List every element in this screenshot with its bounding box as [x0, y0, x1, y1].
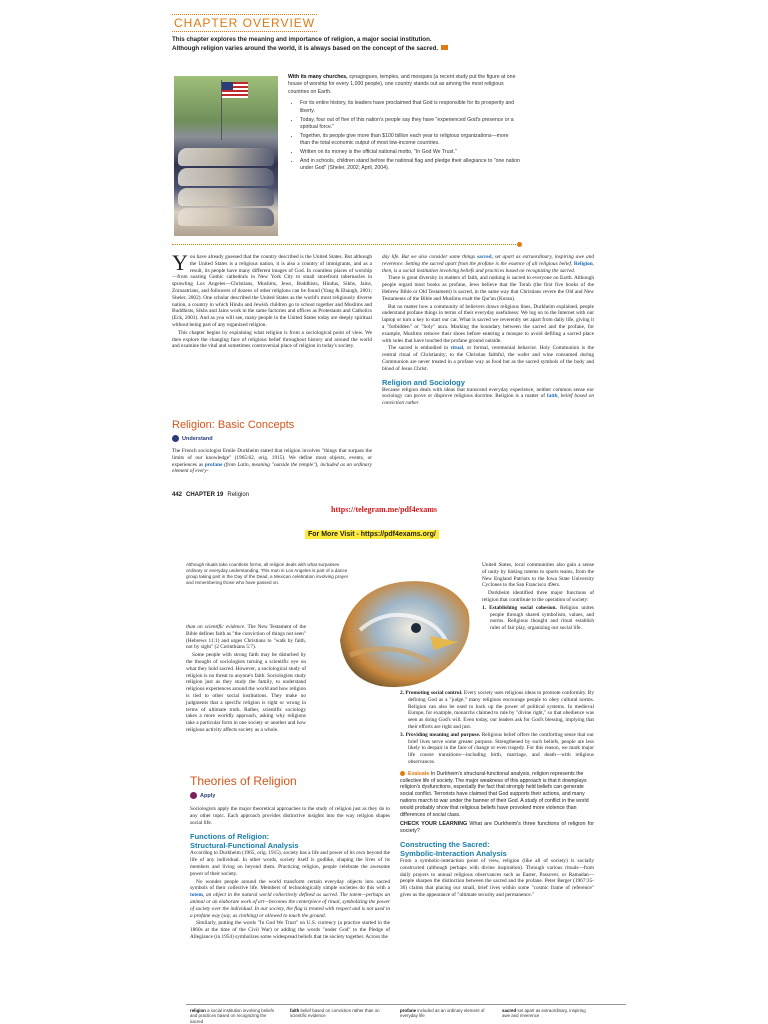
chapter-overview-heading: CHAPTER OVERVIEW	[174, 16, 316, 30]
footnote-sacred: sacred set apart as extraordinary, inspiring awe and reverence	[502, 1008, 586, 1019]
page2-left-column: Sociologists apply the major theoretical approaches to the study of religion just as they do to any other topic. Each approach provides distinctive insights into the way religion shapes social life. Functions of Religion: Structural-Functional Analysis According to Durkheim (1965, orig. 1915), society has a life and power of its own beyond the life of any individual. In other words, society itself is godlike, shaping the lives of its members and living on beyond them. Practicing religion, people celebrate the awesome power of their society. No wonder people around the world transform certain everyday objects into sacred symbols of their collective life. Members of technologically simple societies do this with a totem, an object in the natural world collectively defined as sacred. The totem—perhaps an animal or an elaborate work of art—becomes the centerpiece of ritual, symbolizing the power of society over the individual. In our society, the flag is treated with respect and is not used in a profane way (say, as clothing) or allowed to touch the ground. Similarly, putting the words "In God We Trust" on U.S. currency (a practice started in the 1860s at the time of the Civil War) or adding the words "under God" to the Pledge of Allegiance (in 1954) symbolizes some widespread beliefs that tie society together. Across the	[190, 806, 390, 940]
paragraph: But no matter how a community of believers draws religious lines, Durkheim explained, people understand profane things in terms of their everyday usefulness: We log on to the Internet with our laptop or turn a key to start our car. What is sacred we reverently set apart from daily life, giving it a "forbidden" or "holy" aura. Marking the boundary between the sacred and the profane, for example, Muslims remove their shoes before entering a mosque to avoid defiling a sacred place with soles that have touched the profane ground outside.	[382, 303, 594, 344]
keyword-ritual: ritual	[450, 345, 464, 352]
page-442	[160, 0, 612, 510]
paragraph: United States, local communities also gain a sense of unity by linking totems to sports teams, from the New England Patriots to the Iowa State University Cyclones to the San Francisco 49ers.	[482, 562, 594, 589]
orange-square-icon	[441, 45, 448, 50]
keyword-sacred: sacred	[476, 254, 492, 260]
bullet-item: • For its entire history, its leaders have proclaimed that God is responsible for its prosperity and liberty.	[300, 100, 520, 115]
drop-cap: Y	[172, 250, 188, 275]
subheading-functions: Functions of Religion:	[190, 832, 270, 842]
bullet-item: • Written on its money is the official national motto, "In God We Trust."	[300, 149, 520, 156]
section-heading-theories: Theories of Religion	[190, 774, 297, 788]
page1-right-column: day life. But we also consider some things sacred, set apart as extraordinary, inspiring awe and reverence. Setting the sacred apart from the profane is the essence of all religious belief. Religion, then, is a social institution involving beliefs and practices based on recognizing the sacred. There is great diversity in matters of faith, and nothing is sacred to everyone on Earth. Although people regard most books as profane, Jews believe that the Torah (the first five books of the Hebrew Bible or Old Testament) is sacred, in the same way that Christians revere the Old and New Testaments of the Bible and Muslims exalt the Qur'an (Koran). But no matter how a community of believers draws religious lines, Durkheim explained, people understand profane things in terms of their everyday usefulness: We log on to the Internet with our laptop or turn a key to start our car. What is sacred we reverently set apart from daily life, giving it a "forbidden" or "holy" aura. Marking the boundary between the sacred and the profane, for example, Muslims remove their shoes before entering a mosque to avoid defiling a sacred place with soles that have touched the profane ground outside. The sacred is embodied in ritual, or formal, ceremonial behavior. Holy Communion is the central ritual of Christianity; to the Christian faithful, the wafer and wine consumed during Communion are never treated in a profane way as food but as the sacred symbols of the body and blood of Jesus Christ. Religion and Sociology Because religion deals with ideas that transcend everyday experience, neither common sense nor sociology can prove or disprove religious doctrine. Religion is a matter of faith, belief based on conviction rather	[382, 254, 594, 407]
page-443	[160, 520, 612, 1024]
footnote-religion: religion a social institution involving beliefs and practices based on recognizing the sacred	[190, 1008, 274, 1024]
costume-head	[340, 581, 470, 687]
subheading-constructing-sacred: Constructing the Sacred:	[400, 839, 490, 849]
us-flag-icon	[222, 82, 248, 98]
keyword-profane: profane	[204, 461, 223, 468]
keyword-faith: faith	[546, 393, 558, 400]
page-number: 442	[172, 492, 183, 498]
overview-sidebar-text	[288, 74, 520, 174]
check-your-learning-label: CHECK YOUR LEARNING	[400, 821, 468, 828]
apply-tag: Apply	[190, 792, 215, 799]
intro-line-2: Although religion varies around the world, it is always based on the concept of the sacred.	[172, 45, 439, 52]
paragraph: ou have already guessed that the country described is the United States. But although the United States is a religious nation, it is also a country of immigrants, and as a result, its people have many different images of God. In countless places of worship—from soaring Gothic cathedrals in New York City to small storefront tabernacles in sprawling Los Angeles—Christians, Muslims, Jews, Buddhists, Hindus, Sikhs, Jains, Zoroastrians, and followers of dozens of other religions can be found (Yang & Ebaugh, 2001; Sheler, 2002). One scholar described the United States as the world's most religiously diverse nation, a country in which Hindu and Jewish children go to school together and Muslims and Buddhists, Sikhs and Jains work in the same factories and offices as Protestants and Catholics (Eck, 2001). And as you will see, many people in the United States today are deeply spiritual without being part of any organized religion.	[172, 254, 372, 328]
intro-line-1: This chapter explores the meaning and importance of religion, a major social institution.	[172, 36, 432, 43]
footnote-rule	[186, 1004, 626, 1005]
eagle-costume-photo	[330, 570, 475, 696]
telegram-link[interactable]: https://telegram.me/pdf4exams	[331, 505, 437, 514]
page2-right-column: 2. Promoting social control. Every society uses religious ideas to promote conformity. By defining God as a "judge," many religions encourage people to obey cultural norms. Religion can also be used to back up the power of political systems. In medieval Europe, for example, monarchs claimed to rule by "divine right," so that obedience was seen as doing God's will. Even today, our leaders ask for God's blessing, implying that their efforts are right and just. 3. Providing meaning and purpose. Religious belief offers the comforting sense that our brief lives serve some greater purpose. Strengthened by such beliefs, people are less likely to despair in the face of change or even tragedy. For this reason, we mark major life course transitions—including birth, marriage, and death—with religious observances. Evaluate In Durkheim's structural-functional analysis, religion represents the collective life of society. The major weakness of this approach is that it downplays religion's dysfunctions, especially the fact that strongly held beliefs can generate social conflict. Terrorists have claimed that God supports their actions, and many nations march to war under the banner of their God. A study of conflict in the world would probably show that religious beliefs have provoked more violence than differences of social class. CHECK YOUR LEARNING What are Durkheim's three functions of religion for society? Constructing the Sacred: Symbolic-Interaction Analysis From a symbolic-interaction point of view, religion (like all of society) is socially constructed (although perhaps with divine inspiration). Through various rituals—from daily prayers to annual religious observances such as Easter, Passover, or Ramadan—people sharpen the distinction between the sacred and the profane. Peter Berger (1967:35-36) claims that placing our small, brief lives within some "cosmic frame of reference" gives us the appearance of "ultimate security and permanence."	[400, 690, 594, 898]
page1-left-column-bottom: The French sociologist Emile Durkheim stated that religion involves "things that surpass the limits of our knowledge" (1965:62, orig. 1915). We define most objects, events, or experiences as profane (from Latin, meaning "outside the temple"), included as an ordinary element of every-	[172, 448, 372, 475]
visit-banner-link[interactable]: For More Visit - https://pdf4exams.org/	[305, 530, 439, 539]
subheading-symbolic-interaction: Symbolic-Interaction Analysis	[400, 848, 507, 858]
understand-icon	[172, 435, 179, 442]
divider-dot-icon	[517, 242, 522, 247]
costume-eye	[411, 623, 421, 633]
paragraph: There is great diversity in matters of faith, and nothing is sacred to everyone on Earth. Although people regard most books as profane, Jews believe that the Torah (the first five books of the Hebrew Bible or Old Testament) is sacred, in the same way that Christians revere the Old and New Testaments of the Bible and Muslims exalt the Qur'an (Koran).	[382, 275, 594, 302]
chapter-name: Religion	[227, 492, 250, 498]
bullet-item: • Today, four out of five of this nation's people say they have "experienced God's presence or a spiritual force."	[300, 117, 520, 132]
page2-left-column-top: than on scientific evidence. The New Testament of the Bible defines faith as "the conviction of things not seen" (Hebrews 11:1) and urges Christians to "walk by faith, not by sight" (2 Corinthians 5:7). Some people with strong faith may be disturbed by the thought of sociologists turning a scientific eye on what they hold sacred. However, a sociological study of religion is no threat to anyone's faith. Sociologists study religion just as they study the family, to understand religious experiences around the world and how religion is tied to other social institutions. They make no judgments that a specific religion is right or wrong in terms of ultimate truth. Rather, scientific sociology takes a more worldly approach, asking why religions take a particular form in one society or another and how religious activity affects society as a whole.	[186, 624, 307, 733]
paragraph: Sociologists apply the major theoretical approaches to the study of religion just as they do to any other topic. Each approach provides distinctive insights into the way religion shapes social life.	[190, 806, 390, 826]
chapter-label: CHAPTER 19	[186, 492, 224, 498]
chapter-intro	[172, 35, 522, 53]
page2-right-column-top: United States, local communities also gain a sense of unity by linking totems to sports teams, from the New England Patriots to the Iowa State University Cyclones to the San Francisco 49ers. Durkheim identified three major functions of religion that contribute to the operation of society: 1. Establishing social cohesion. Religion unites people through shared symbolism, values, and norms. Religious thought and ritual establish rules of fair play, organizing our social life.	[482, 562, 594, 632]
paragraph: This chapter begins by explaining what religion is from a sociological point of view. We then explore the changing face of religious belief throughout history and around the world and examine the vital and sometimes controversial place of religion in today's society.	[172, 329, 372, 350]
understand-tag: Understand	[172, 435, 213, 442]
keyword-totem: totem	[190, 892, 203, 899]
footnote-faith: faith belief based on conviction rather than on scientific evidence	[290, 1008, 380, 1019]
page-footer	[172, 492, 249, 498]
photo-caption: Although rituals take countless forms, all religion deals with what surpasses ordinary or everyday understanding. This man in Los Angeles is part of a dance group taking part in the Day of the Dead, a Mexican celebration involving prayer and remembering those who have passed on.	[186, 562, 349, 585]
apply-icon	[190, 792, 197, 799]
paragraph: According to Durkheim (1965, orig. 1915), society has a life and power of its own beyond the life of any individual. In other words, society itself is godlike, shaping the lives of its members and living on beyond them. Practicing religion, people celebrate the awesome power of their society.	[190, 850, 390, 877]
keyword-religion: Religion	[573, 260, 593, 267]
evaluate-label: Evaluate	[408, 770, 430, 777]
footnote-profane: profane included as an ordinary element of everyday life	[400, 1008, 485, 1019]
page1-left-column	[172, 250, 372, 351]
paragraph: Similarly, putting the words "In God We Trust" on U.S. currency (a practice started in the 1860s at the time of the Civil War) or adding the words "under God" to the Pledge of Allegiance (in 1954) symbolizes some widespread beliefs that tie society together. Across the	[190, 920, 390, 940]
lead-rest: synagogues, temples, and mosques (a recent study put the figure at one house of worship for every 1,000 people), one country stands out as among the most religious countries on Earth.	[288, 74, 516, 95]
evaluate-icon	[400, 771, 405, 776]
paragraph: Some people with strong faith may be disturbed by the thought of sociologists turning a scientific eye on what they hold sacred. However, a sociological study of religion is no threat to anyone's faith. Sociologists study religion just as they study the family, to understand religious experiences around the world and how religion is tied to other social institutions. They make no judgments that a specific religion is right or wrong in terms of ultimate truth. Rather, scientific sociology takes a more worldly approach, asking why religions take a particular form in one society or another and how religious activity affects society as a whole.	[186, 652, 306, 733]
subheading-religion-sociology: Religion and Sociology	[382, 377, 465, 387]
paragraph: From a symbolic-interaction point of view, religion (like all of society) is socially constructed (although perhaps with divine inspiration). Through various rituals—from daily prayers to annual religious observances such as Easter, Passover, or Ramadan—people sharpen the distinction between the sacred and the profane. Peter Berger (1967:35-36) claims that placing our small, brief lives within some "cosmic frame of reference" gives us the appearance of "ultimate security and permanence."	[400, 857, 594, 898]
section-heading-basic-concepts: Religion: Basic Concepts	[172, 419, 295, 431]
dotted-divider	[172, 244, 518, 245]
church-flag-photo	[174, 76, 278, 236]
subheading-structural-functional: Structural-Functional Analysis	[190, 841, 299, 851]
lead-bold: With its many churches,	[288, 74, 348, 80]
overview-bullets	[288, 100, 520, 173]
bullet-item: • And in schools, children stand before the national flag and pledge their allegiance to "one nation under God" (Sheler, 2002; April, 2004).	[300, 158, 520, 173]
bullet-item: • Together, its people give more than $100 billion each year to religious organizations—more than the total economic output of most low-income countries.	[300, 133, 520, 148]
paragraph: Durkheim identified three major functions of religion that contribute to the operation of society:	[482, 590, 594, 603]
